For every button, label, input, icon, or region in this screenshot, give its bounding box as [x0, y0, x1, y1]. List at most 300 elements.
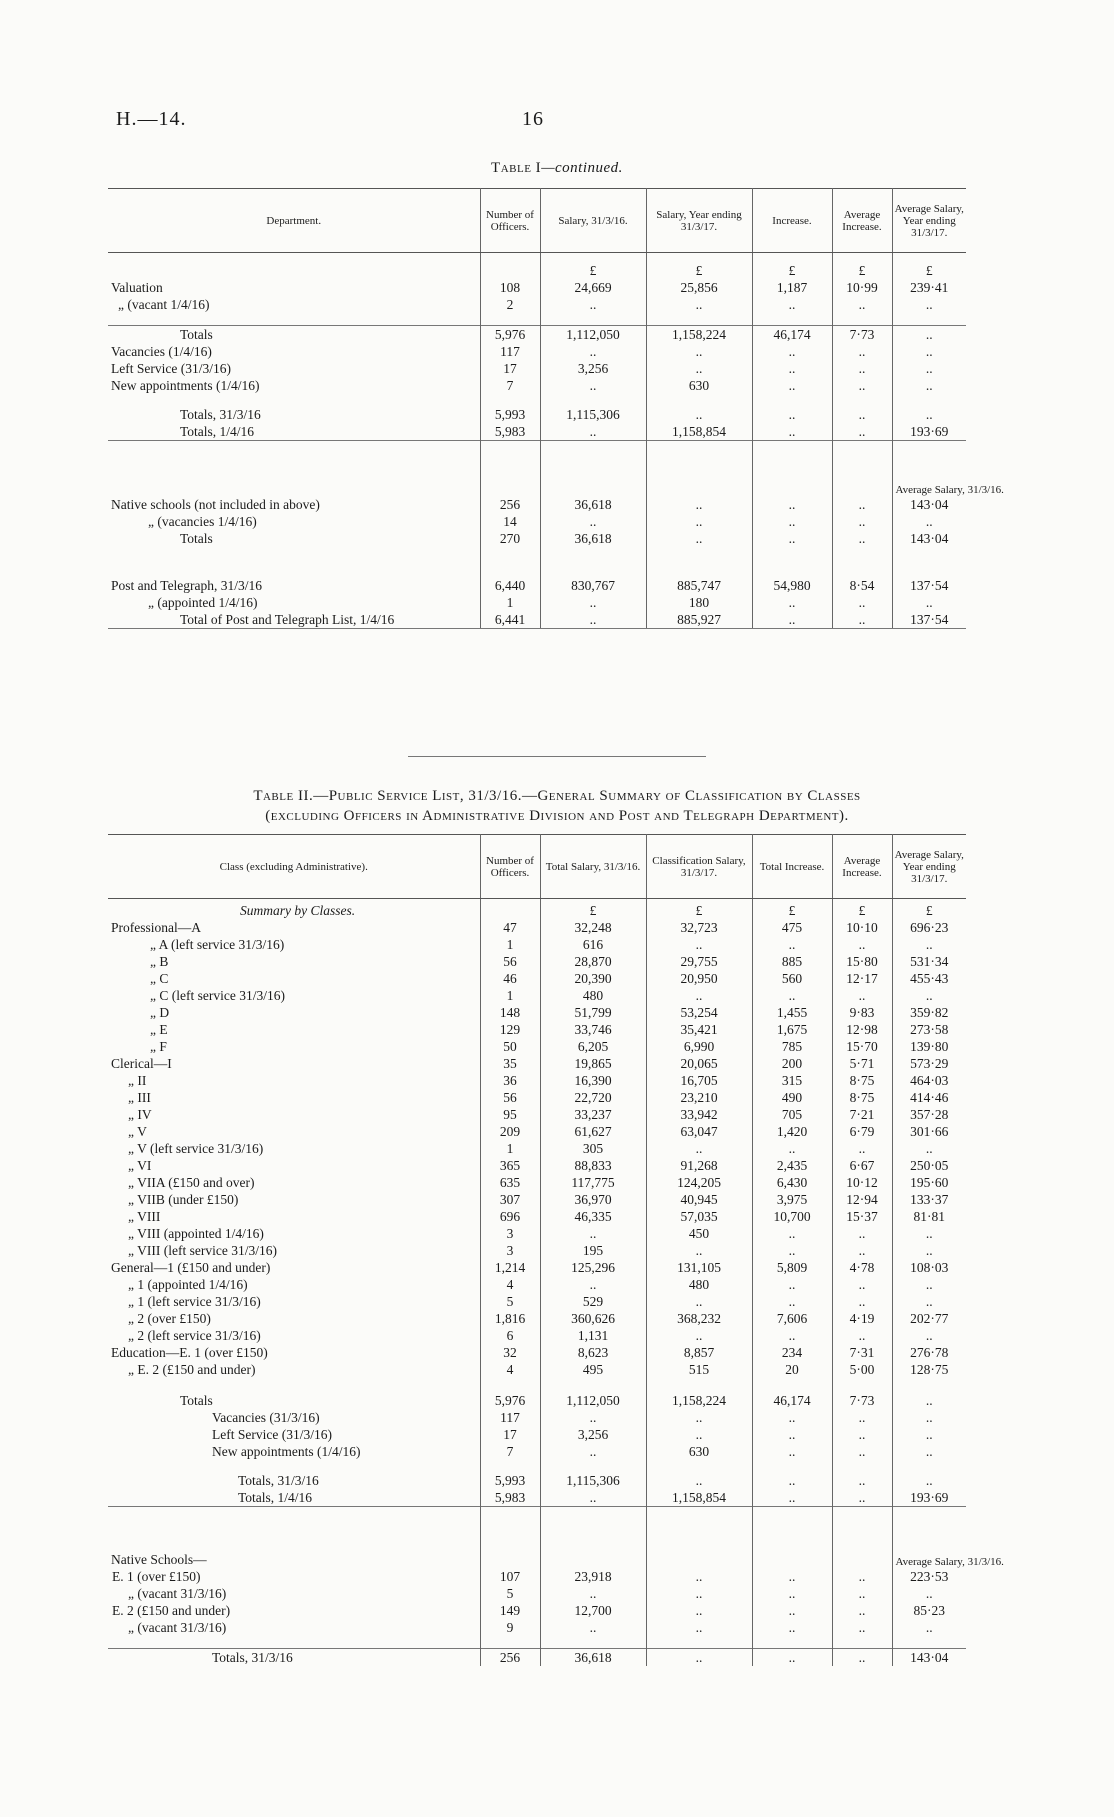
table2-header: Total Salary, 31/3/16.	[540, 835, 646, 899]
cell-value: 5	[480, 1585, 540, 1602]
cell-value: 17	[480, 1426, 540, 1443]
cell-value: 202·77	[892, 1310, 966, 1327]
cell-value: 365	[480, 1157, 540, 1174]
table2-row	[108, 1157, 966, 1174]
row-label: „ A (left service 31/3/16)	[150, 936, 285, 952]
row-label: „ V (left service 31/3/16)	[128, 1140, 264, 1156]
cell-value: ..	[646, 1293, 752, 1310]
cell-value: 85·23	[892, 1602, 966, 1619]
cell-value: 40,945	[646, 1191, 752, 1208]
cell-value: ..	[646, 1585, 752, 1602]
row-label: „ D	[150, 1004, 170, 1020]
cell-value: ..	[832, 1489, 892, 1507]
cell-value: ..	[892, 513, 966, 530]
row-label: „ VIII	[128, 1208, 161, 1224]
row-label: General—1 (£150 and under)	[111, 1259, 271, 1275]
table1-row	[108, 406, 966, 423]
table2-row	[108, 1568, 966, 1585]
cell-value: 5,976	[480, 1392, 540, 1409]
cell-value: 1,115,306	[540, 406, 646, 423]
cell-value: ..	[646, 1602, 752, 1619]
cell-value: ..	[752, 987, 832, 1004]
cell-value: 32,248	[540, 919, 646, 936]
table2-row	[108, 1208, 966, 1225]
cell-value: 36	[480, 1072, 540, 1089]
cell-value: ..	[752, 1293, 832, 1310]
row-label: „ VIIA (£150 and over)	[128, 1174, 255, 1190]
cell-value: 5,983	[480, 1489, 540, 1507]
table1-title: Table I—continued.	[491, 160, 623, 176]
cell-value: 23,918	[540, 1568, 646, 1585]
cell-value: 57,035	[646, 1208, 752, 1225]
table1-header: Number of Officers.	[480, 189, 540, 253]
cell-value: ..	[892, 1225, 966, 1242]
unit-symbol: £	[752, 899, 832, 919]
cell-value: ..	[752, 594, 832, 611]
cell-value: 5·71	[832, 1055, 892, 1072]
row-label: Left Service (31/3/16)	[212, 1426, 332, 1442]
cell-value: ..	[752, 423, 832, 441]
cell-value: ..	[752, 1489, 832, 1507]
cell-value: 635	[480, 1174, 540, 1191]
table1-header: Increase.	[752, 189, 832, 253]
cell-value: 32,723	[646, 919, 752, 936]
cell-value: ..	[646, 360, 752, 377]
cell-value: 36,618	[540, 496, 646, 513]
table1-row	[108, 296, 966, 313]
cell-value: 234	[752, 1344, 832, 1361]
unit-symbol: £	[540, 253, 646, 279]
cell-value: ..	[892, 1392, 966, 1409]
table1-header: Salary, 31/3/16.	[540, 189, 646, 253]
table2-header: Classification Salary, 31/3/17.	[646, 835, 752, 899]
cell-value: ..	[646, 1619, 752, 1636]
cell-value: 1	[480, 594, 540, 611]
cell-value: 139·80	[892, 1038, 966, 1055]
cell-value: 16,390	[540, 1072, 646, 1089]
cell-value: 450	[646, 1225, 752, 1242]
cell-value: 88,833	[540, 1157, 646, 1174]
cell-value: ..	[832, 1472, 892, 1489]
cell-value: 108	[480, 279, 540, 296]
cell-value: 8·54	[832, 577, 892, 594]
cell-value: ..	[892, 594, 966, 611]
cell-value: ..	[832, 1293, 892, 1310]
cell-value: ..	[832, 1443, 892, 1460]
cell-value: 33,942	[646, 1106, 752, 1123]
cell-value: ..	[752, 1602, 832, 1619]
cell-value: 6,430	[752, 1174, 832, 1191]
table2-title-line1: Table II.—Public Service List, 31/3/16.—General Summary of Classification by Classes	[253, 788, 861, 804]
table2-row	[108, 936, 966, 953]
cell-value: 137·54	[892, 611, 966, 629]
table1-row	[108, 343, 966, 360]
cell-value: 95	[480, 1106, 540, 1123]
cell-value: 6,205	[540, 1038, 646, 1055]
cell-value: 54,980	[752, 577, 832, 594]
cell-value: 696	[480, 1208, 540, 1225]
cell-value: ..	[752, 1426, 832, 1443]
cell-value: ..	[646, 1472, 752, 1489]
cell-value: ..	[540, 1585, 646, 1602]
cell-value: ..	[646, 1409, 752, 1426]
cell-value: 25,856	[646, 279, 752, 296]
cell-value: 200	[752, 1055, 832, 1072]
row-label: „ 1 (left service 31/3/16)	[128, 1293, 261, 1309]
cell-value: ..	[752, 1568, 832, 1585]
table2-row	[108, 1585, 966, 1602]
cell-value: ..	[752, 1472, 832, 1489]
cell-value: 8·75	[832, 1089, 892, 1106]
cell-value: 15·80	[832, 953, 892, 970]
table1-units-row	[108, 253, 966, 279]
cell-value: 20,390	[540, 970, 646, 987]
row-label: „ (vacancies 1/4/16)	[148, 514, 257, 529]
table2-row	[108, 1191, 966, 1208]
table2-row	[108, 1327, 966, 1344]
table2-row	[108, 1259, 966, 1276]
cell-value: 1,158,854	[646, 423, 752, 441]
cell-value: 51,799	[540, 1004, 646, 1021]
row-label: „ (appointed 1/4/16)	[148, 595, 258, 610]
cell-value: 7	[480, 377, 540, 394]
cell-value: ..	[752, 1140, 832, 1157]
cell-value: ..	[646, 1327, 752, 1344]
table2-row	[108, 1489, 966, 1507]
cell-value: 4	[480, 1361, 540, 1378]
cell-value: ..	[892, 325, 966, 343]
cell-value: 23,210	[646, 1089, 752, 1106]
cell-value: 33,237	[540, 1106, 646, 1123]
cell-value: 5,993	[480, 1472, 540, 1489]
cell-value: 4	[480, 1276, 540, 1293]
row-label: „ 2 (left service 31/3/16)	[128, 1327, 261, 1343]
cell-value: 1,158,224	[646, 325, 752, 343]
cell-value: 785	[752, 1038, 832, 1055]
row-label: Totals, 31/3/16	[108, 1649, 480, 1667]
cell-value: 1,112,050	[540, 1392, 646, 1409]
table2-row	[108, 1409, 966, 1426]
cell-value: 1,158,224	[646, 1392, 752, 1409]
table2-units-row	[108, 899, 966, 919]
cell-value: ..	[892, 936, 966, 953]
table2-row	[108, 1072, 966, 1089]
cell-value: 270	[480, 530, 540, 547]
cell-value: ..	[892, 1140, 966, 1157]
row-label: Left Service (31/3/16)	[111, 360, 231, 376]
cell-value: 560	[752, 970, 832, 987]
cell-value: 195	[540, 1242, 646, 1259]
cell-value: 91,268	[646, 1157, 752, 1174]
cell-value: 1	[480, 936, 540, 953]
cell-value: 305	[540, 1140, 646, 1157]
cell-value: 12·94	[832, 1191, 892, 1208]
table2-row	[108, 1602, 966, 1619]
cell-value: 256	[480, 496, 540, 513]
unit-symbol: £	[646, 899, 752, 919]
cell-value: 8,623	[540, 1344, 646, 1361]
cell-value: ..	[752, 296, 832, 313]
cell-value: 359·82	[892, 1004, 966, 1021]
cell-value: 24,669	[540, 279, 646, 296]
row-label: Vacancies (1/4/16)	[111, 343, 212, 359]
cell-value: 9	[480, 1619, 540, 1636]
cell-value: 12·98	[832, 1021, 892, 1038]
cell-value: 209	[480, 1123, 540, 1140]
cell-value: 4·19	[832, 1310, 892, 1327]
cell-value: 480	[646, 1276, 752, 1293]
cell-value: 193·69	[892, 1489, 966, 1507]
cell-value: ..	[832, 987, 892, 1004]
cell-value: ..	[646, 1140, 752, 1157]
table2-row	[108, 1123, 966, 1140]
cell-value: 19,865	[540, 1055, 646, 1072]
table1-header: Department.	[108, 189, 480, 253]
cell-value: 490	[752, 1089, 832, 1106]
cell-value: ..	[752, 343, 832, 360]
row-label: Totals, 31/3/16	[180, 406, 261, 422]
page-number: 16	[522, 108, 544, 130]
unit-symbol: £	[752, 253, 832, 279]
table1-header: Average Increase.	[832, 189, 892, 253]
table1-native-subheader	[108, 440, 966, 496]
row-label: „ VIIB (under £150)	[128, 1191, 239, 1207]
row-label: „ E	[150, 1021, 168, 1037]
cell-value: 5·00	[832, 1361, 892, 1378]
cell-value: 250·05	[892, 1157, 966, 1174]
cell-value: 5,993	[480, 406, 540, 423]
row-label: „ III	[128, 1089, 151, 1105]
cell-value: ..	[892, 296, 966, 313]
table1	[108, 188, 1004, 629]
table1-row	[108, 423, 966, 441]
cell-value: ..	[540, 1443, 646, 1460]
table2-row	[108, 1392, 966, 1409]
table2-row	[108, 1242, 966, 1259]
cell-value: 414·46	[892, 1089, 966, 1106]
cell-value: ..	[832, 377, 892, 394]
cell-value: ..	[540, 343, 646, 360]
cell-value: ..	[832, 296, 892, 313]
cell-value: 3	[480, 1225, 540, 1242]
row-label: Post and Telegraph, 31/3/16	[111, 578, 263, 593]
row-label: „ C (left service 31/3/16)	[150, 987, 285, 1003]
cell-value: ..	[752, 1585, 832, 1602]
cell-value: ..	[752, 406, 832, 423]
cell-value: 46	[480, 970, 540, 987]
cell-value: 56	[480, 953, 540, 970]
unit-symbol: £	[832, 899, 892, 919]
cell-value: ..	[540, 594, 646, 611]
cell-value: 3	[480, 1242, 540, 1259]
row-label: New appointments (1/4/16)	[212, 1443, 361, 1459]
row-label: „ (vacant 31/3/16)	[128, 1586, 227, 1601]
cell-value: ..	[832, 530, 892, 547]
row-label: „ F	[150, 1038, 167, 1054]
unit-symbol: £	[646, 253, 752, 279]
cell-value: 20	[752, 1361, 832, 1378]
row-label: Valuation	[111, 279, 163, 295]
cell-value: 15·70	[832, 1038, 892, 1055]
cell-value: 9·83	[832, 1004, 892, 1021]
cell-value: ..	[892, 1585, 966, 1602]
cell-value: ..	[892, 377, 966, 394]
row-label: New appointments (1/4/16)	[111, 377, 260, 393]
cell-value: 301·66	[892, 1123, 966, 1140]
cell-value: 5,983	[480, 423, 540, 441]
cell-value: 696·23	[892, 919, 966, 936]
table2-header: Total Increase.	[752, 835, 832, 899]
table2-header: Average Increase.	[832, 835, 892, 899]
cell-value: ..	[832, 1619, 892, 1636]
native-average-header: Average Salary, 31/3/16.	[892, 440, 966, 496]
cell-value: 1,455	[752, 1004, 832, 1021]
table2-row	[108, 1472, 966, 1489]
cell-value: ..	[646, 987, 752, 1004]
cell-value: 239·41	[892, 279, 966, 296]
native-schools-heading: Native Schools—	[108, 1506, 480, 1568]
cell-value: 50	[480, 1038, 540, 1055]
cell-value: 6,441	[480, 611, 540, 629]
table2-row	[108, 987, 966, 1004]
cell-value: ..	[892, 406, 966, 423]
table1-row	[108, 496, 966, 513]
cell-value: 149	[480, 1602, 540, 1619]
cell-value: ..	[832, 496, 892, 513]
row-label: Professional—A	[111, 919, 201, 935]
cell-value: 36,970	[540, 1191, 646, 1208]
table2-row	[108, 1174, 966, 1191]
table2-row	[108, 1225, 966, 1242]
cell-value: 1,158,854	[646, 1489, 752, 1507]
cell-value: 475	[752, 919, 832, 936]
table1-row	[108, 577, 966, 594]
cell-value: 573·29	[892, 1055, 966, 1072]
cell-value: ..	[752, 1443, 832, 1460]
cell-value: ..	[646, 530, 752, 547]
cell-value: ..	[540, 1276, 646, 1293]
cell-value: ..	[540, 377, 646, 394]
cell-value: ..	[832, 343, 892, 360]
row-label: „ V	[128, 1123, 147, 1139]
cell-value: ..	[646, 1242, 752, 1259]
cell-value: 223·53	[892, 1568, 966, 1585]
cell-value: 47	[480, 919, 540, 936]
cell-value: 368,232	[646, 1310, 752, 1327]
cell-value: 129	[480, 1021, 540, 1038]
cell-value: ..	[540, 423, 646, 441]
cell-value: 61,627	[540, 1123, 646, 1140]
page-reference: H.—14.	[116, 108, 187, 130]
cell-value: 1,816	[480, 1310, 540, 1327]
cell-value: 28,870	[540, 953, 646, 970]
summary-label: Summary by Classes.	[240, 902, 356, 918]
cell-value: 5,976	[480, 325, 540, 343]
cell-value: 46,174	[752, 1392, 832, 1409]
cell-value: 885,747	[646, 577, 752, 594]
cell-value: 8·75	[832, 1072, 892, 1089]
cell-value: 7·31	[832, 1344, 892, 1361]
cell-value: 193·69	[892, 423, 966, 441]
row-label: Totals, 1/4/16	[238, 1489, 313, 1505]
row-label: Totals, 1/4/16	[180, 423, 255, 439]
cell-value: ..	[832, 936, 892, 953]
cell-value: 137·54	[892, 577, 966, 594]
cell-value: ..	[752, 513, 832, 530]
cell-value: 53,254	[646, 1004, 752, 1021]
row-label: „ (vacant 1/4/16)	[118, 296, 210, 312]
table1-header: Salary, Year ending 31/3/17.	[646, 189, 752, 253]
table2-row	[108, 1276, 966, 1293]
table2-title-line2: (excluding Officers in Administrative Division and Post and Telegraph Department).	[265, 808, 849, 824]
cell-value: 33,746	[540, 1021, 646, 1038]
cell-value: 81·81	[892, 1208, 966, 1225]
cell-value: 1,131	[540, 1327, 646, 1344]
cell-value: 3,256	[540, 360, 646, 377]
cell-value: 1,420	[752, 1123, 832, 1140]
cell-value: 128·75	[892, 1361, 966, 1378]
cell-value: ..	[646, 513, 752, 530]
table2-row	[108, 1310, 966, 1327]
cell-value: 1,214	[480, 1259, 540, 1276]
cell-value: 46,335	[540, 1208, 646, 1225]
cell-value: ..	[832, 1225, 892, 1242]
cell-value: 148	[480, 1004, 540, 1021]
cell-value: 143·04	[892, 530, 966, 547]
cell-value: 630	[646, 1443, 752, 1460]
cell-value: ..	[832, 1409, 892, 1426]
row-label: „ E. 2 (£150 and under)	[128, 1361, 256, 1377]
cell-value: 7·21	[832, 1106, 892, 1123]
table2-row	[108, 1619, 966, 1636]
row-label: Totals	[108, 325, 480, 343]
cell-value: 7	[480, 1443, 540, 1460]
table2-row	[108, 1106, 966, 1123]
row-label: „ IV	[128, 1106, 152, 1122]
cell-value: 6	[480, 1327, 540, 1344]
cell-value: 6·79	[832, 1123, 892, 1140]
table2-row	[108, 1021, 966, 1038]
cell-value: ..	[892, 987, 966, 1004]
cell-value: ..	[752, 1409, 832, 1426]
cell-value: 885	[752, 953, 832, 970]
table1-row	[108, 594, 966, 611]
cell-value: 3,975	[752, 1191, 832, 1208]
cell-value: 15·37	[832, 1208, 892, 1225]
cell-value: ..	[832, 1602, 892, 1619]
cell-value: 2	[480, 296, 540, 313]
cell-value: ..	[752, 360, 832, 377]
cell-value: ..	[540, 611, 646, 629]
table2-row	[108, 1004, 966, 1021]
cell-value: ..	[752, 377, 832, 394]
cell-value: ..	[646, 1649, 752, 1667]
cell-value: 307	[480, 1191, 540, 1208]
table2-row	[108, 1344, 966, 1361]
row-label: E. 2 (£150 and under)	[112, 1603, 231, 1618]
cell-value: 515	[646, 1361, 752, 1378]
cell-value: 131,105	[646, 1259, 752, 1276]
row-label: „ VIII (left service 31/3/16)	[128, 1242, 277, 1258]
cell-value: ..	[832, 1649, 892, 1667]
cell-value: ..	[892, 1409, 966, 1426]
table1-row	[108, 377, 966, 394]
cell-value: ..	[540, 1225, 646, 1242]
unit-symbol: £	[892, 899, 966, 919]
cell-value: ..	[892, 343, 966, 360]
cell-value: 7,606	[752, 1310, 832, 1327]
cell-value: ..	[892, 1443, 966, 1460]
